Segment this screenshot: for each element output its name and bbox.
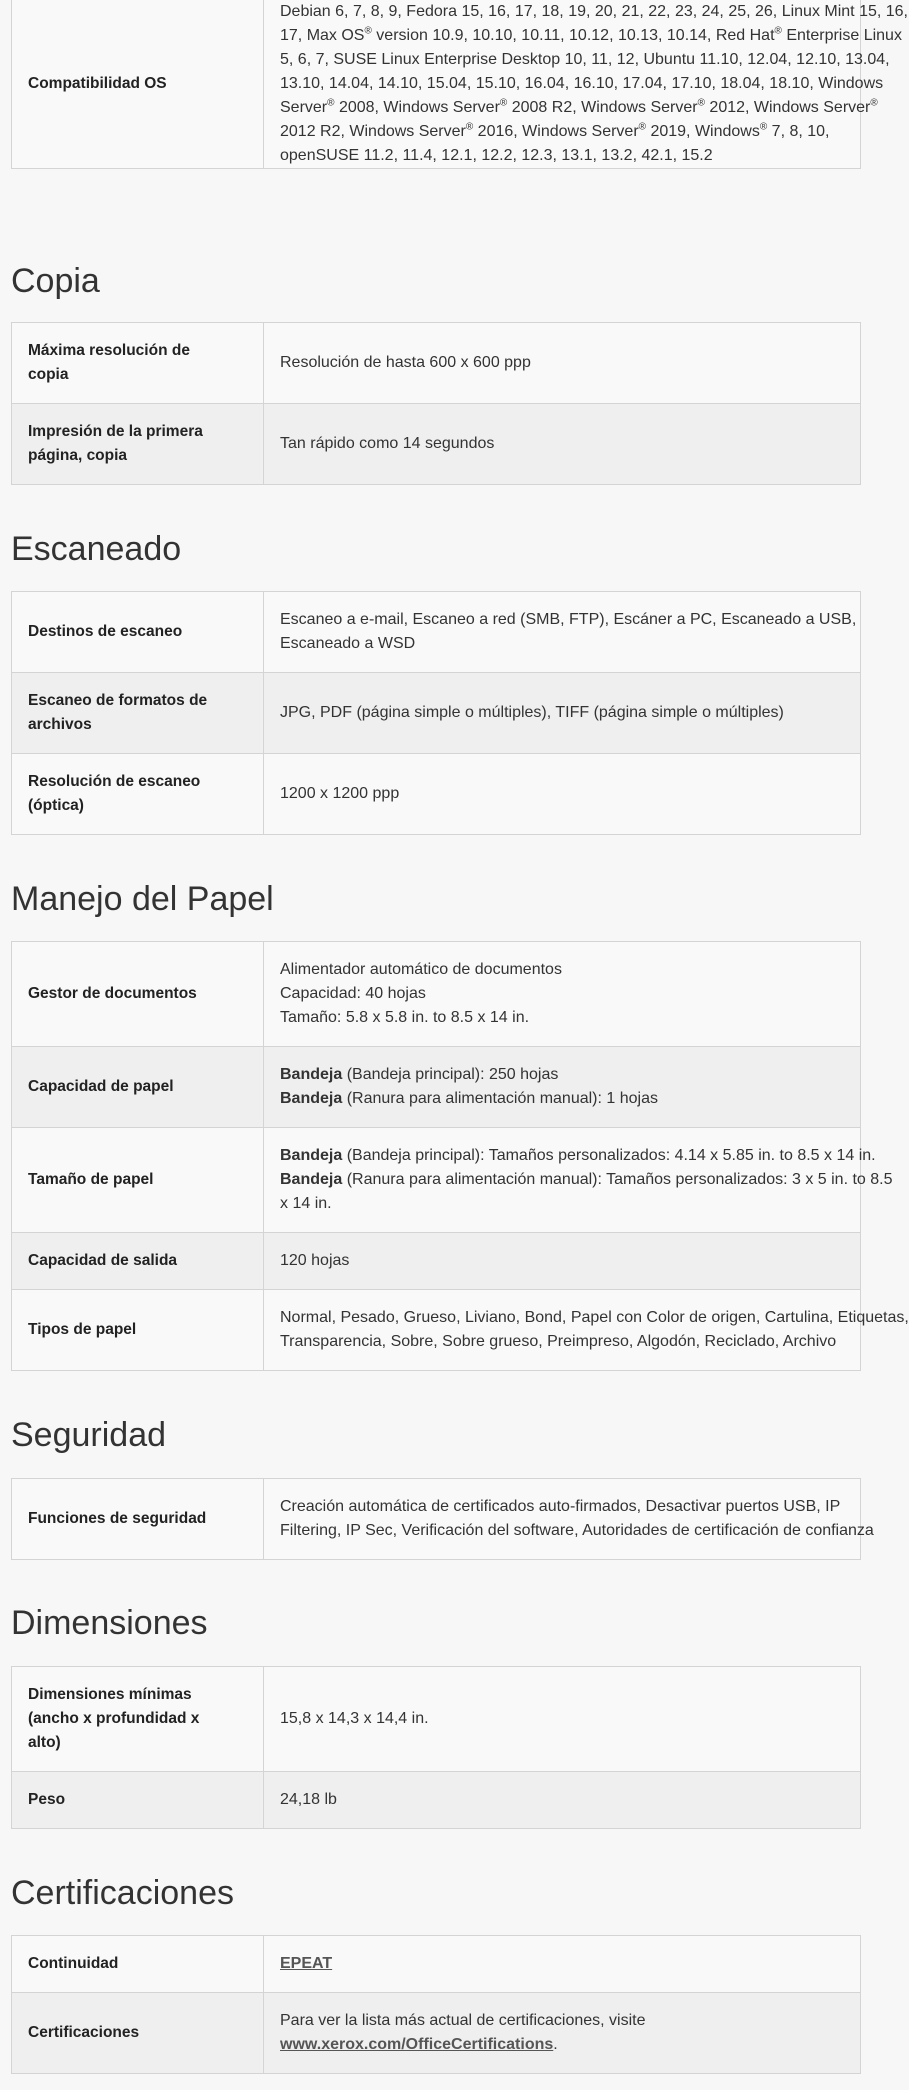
table-row: [12, 592, 861, 673]
spec-label: Continuidad: [12, 1936, 264, 1993]
section-title-copia: Copia: [11, 262, 100, 300]
section-title-escaneado: Escaneado: [11, 530, 182, 568]
table-row: [12, 1290, 861, 1371]
table-row: [12, 942, 861, 1047]
spec-value: 15,8 x 14,3 x 14,4 in.: [264, 1667, 861, 1772]
dimensiones-table: [11, 1666, 861, 1829]
spec-label: Resolución de escaneo (óptica): [12, 754, 264, 835]
table-row: [12, 1772, 861, 1829]
spec-value: Bandeja (Bandeja principal): 250 hojas Bandeja (Ranura para alimentación manual): 1 hojas: [264, 1047, 861, 1128]
os-table: [11, 0, 908, 169]
papel-table: [11, 941, 909, 1371]
certificaciones-table: [11, 1935, 861, 2074]
spec-value: Alimentador automático de documentos Capacidad: 40 hojas Tamaño: 5.8 x 5.8 in. to 8.5 x 14 in.: [264, 942, 861, 1047]
spec-value: Debian 6, 7, 8, 9, Fedora 15, 16, 17, 18, 19, 20, 21, 22, 23, 24, 25, 26, Linux Mint 15, 16, 17, Max OS® version 10.9, 10.10, 10.11, 10.12, 10.13, 10.14, Red Hat® Enterprise Linux 5, 6, 7, SUSE Linux Enterprise Desktop 10, 11, 12, Ubuntu 11.10, 12.04, 12.10, 13.04, 13.10, 14.04, 14.10, 15.04, 15.10, 16.04, 16.10, 17.04, 17.10, 18.04, 18.10, Windows Server® 2008, Windows Server® 2008 R2, Windows Server® 2012, Windows Server® 2012 R2, Windows Server® 2016, Windows Server® 2019, Windows® 7, 8, 10, openSUSE 11.2, 11.4, 12.1, 12.2, 12.3, 13.1, 13.2, 42.1, 15.2: [264, 0, 861, 169]
spec-value: [264, 1936, 861, 1993]
table-row: [12, 1936, 861, 1993]
seguridad-table: [11, 1478, 874, 1560]
spec-label: Escaneo de formatos de archivos: [12, 673, 264, 754]
escaneado-table: [11, 591, 861, 835]
spec-value: 24,18 lb: [264, 1772, 861, 1829]
table-row: [12, 1667, 861, 1772]
table-row: [12, 0, 861, 169]
spec-value: Creación automática de certificados auto-firmados, Desactivar puertos USB, IP Filtering, IP Sec, Verificación del software, Autoridades de certificación de confianza: [264, 1479, 861, 1560]
spec-label: Peso: [12, 1772, 264, 1829]
spec-label: Capacidad de salida: [12, 1233, 264, 1290]
spec-value: 120 hojas: [264, 1233, 861, 1290]
spec-value: 1200 x 1200 ppp: [264, 754, 861, 835]
spec-value: JPG, PDF (página simple o múltiples), TIFF (página simple o múltiples): [264, 673, 861, 754]
spec-label: Dimensiones mínimas (ancho x profundidad x alto): [12, 1667, 264, 1772]
table-row: [12, 1233, 861, 1290]
section-title-seguridad: Seguridad: [11, 1416, 167, 1454]
table-row: [12, 1128, 861, 1233]
table-row: [12, 1993, 861, 2074]
table-row: [12, 673, 861, 754]
spec-value: Para ver la lista más actual de certificaciones, visite www.xerox.com/OfficeCertifications.: [264, 1993, 861, 2074]
spec-label: Tipos de papel: [12, 1290, 264, 1371]
spec-label: Tamaño de papel: [12, 1128, 264, 1233]
table-row: [12, 323, 861, 404]
spec-label: Destinos de escaneo: [12, 592, 264, 673]
spec-value: Resolución de hasta 600 x 600 ppp: [264, 323, 861, 404]
spec-value: Normal, Pesado, Grueso, Liviano, Bond, Papel con Color de origen, Cartulina, Etiquetas, Transparencia, Sobre, Sobre grueso, Preimpreso, Algodón, Reciclado, Archivo: [264, 1290, 861, 1371]
table-row: [12, 1479, 861, 1560]
spec-label: Capacidad de papel: [12, 1047, 264, 1128]
spec-value: Tan rápido como 14 segundos: [264, 404, 861, 485]
spec-label: Funciones de seguridad: [12, 1479, 264, 1560]
table-row: [12, 404, 861, 485]
spec-label: Compatibilidad OS: [12, 0, 264, 169]
table-row: [12, 1047, 861, 1128]
spec-value: Bandeja (Bandeja principal): Tamaños personalizados: 4.14 x 5.85 in. to 8.5 x 14 in. Bandeja (Ranura para alimentación manual): Tamaños personalizados: 3 x 5 in. to 8.5 x 14 in.: [264, 1128, 861, 1233]
table-row: [12, 754, 861, 835]
copia-table: [11, 322, 861, 485]
section-title-papel: Manejo del Papel: [11, 880, 274, 918]
office-certifications-link[interactable]: www.xerox.com/OfficeCertifications: [280, 2036, 554, 2053]
spec-value: Escaneo a e-mail, Escaneo a red (SMB, FTP), Escáner a PC, Escaneado a USB, Escaneado a WSD: [264, 592, 861, 673]
spec-label: Certificaciones: [12, 1993, 264, 2074]
section-title-dimensiones: Dimensiones: [11, 1604, 208, 1642]
epeat-link[interactable]: EPEAT: [280, 1955, 333, 1972]
spec-label: Máxima resolución de copia: [12, 323, 264, 404]
section-title-certificaciones: Certificaciones: [11, 1874, 234, 1912]
spec-label: Gestor de documentos: [12, 942, 264, 1047]
spec-label: Impresión de la primera página, copia: [12, 404, 264, 485]
